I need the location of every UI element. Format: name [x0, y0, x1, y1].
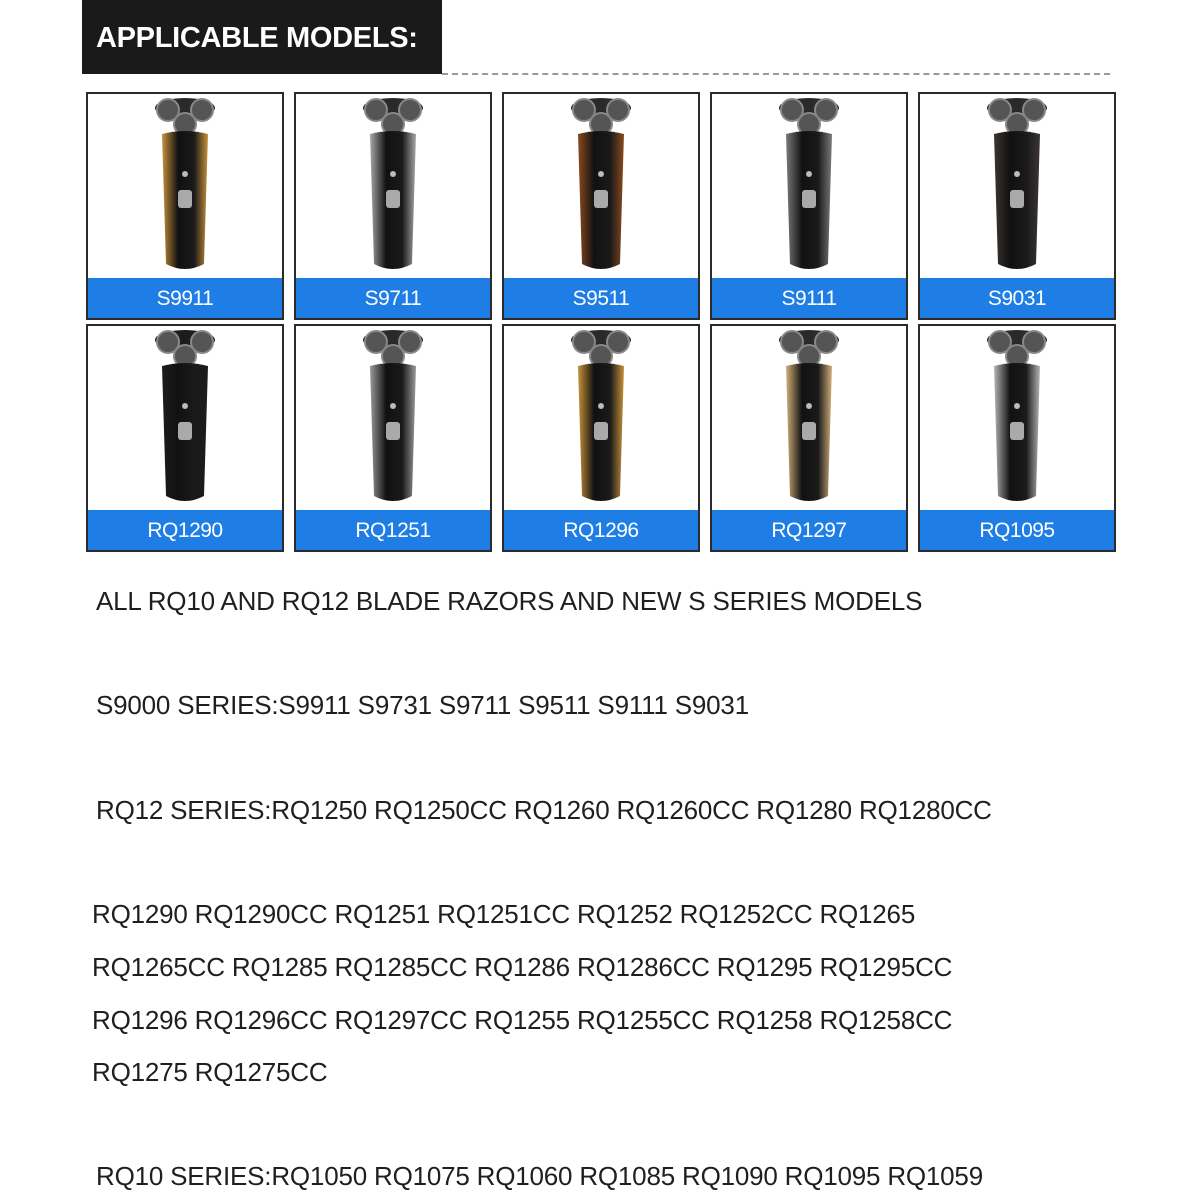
rq12-series-text-line-2: RQ1290 RQ1290CC RQ1251 RQ1251CC RQ1252 RQ1252CC RQ1265	[92, 899, 916, 929]
model-label: S9911	[88, 278, 282, 318]
model-card	[294, 324, 492, 552]
model-card	[710, 92, 908, 320]
intro-text: ALL RQ10 AND RQ12 BLADE RAZORS AND NEW S SERIES MODELS	[96, 586, 923, 616]
dashed-divider	[442, 73, 1110, 75]
model-label: RQ1251	[296, 510, 490, 550]
shaver-image	[712, 94, 906, 278]
shaver-image	[88, 94, 282, 278]
model-label: RQ1095	[920, 510, 1114, 550]
model-card	[502, 92, 700, 320]
rq12-series-text-line-4: RQ1296 RQ1296CC RQ1297CC RQ1255 RQ1255CC RQ1258 RQ1258CC	[92, 1005, 953, 1035]
shaver-image	[712, 326, 906, 510]
model-label: S9511	[504, 278, 698, 318]
rq12-series-text: RQ12 SERIES:RQ1250 RQ1250CC RQ1260 RQ1260CC RQ1280 RQ1280CC	[96, 795, 992, 825]
model-card	[710, 324, 908, 552]
shaver-image	[920, 94, 1114, 278]
model-card	[86, 324, 284, 552]
shaver-image	[296, 94, 490, 278]
model-card	[86, 92, 284, 320]
model-card	[918, 92, 1116, 320]
model-card	[502, 324, 700, 552]
section-title: APPLICABLE MODELS:	[82, 0, 442, 74]
shaver-image	[504, 326, 698, 510]
model-card	[294, 92, 492, 320]
shaver-image	[504, 94, 698, 278]
model-label: S9111	[712, 278, 906, 318]
model-label: RQ1297	[712, 510, 906, 550]
model-label: RQ1296	[504, 510, 698, 550]
rq12-series-text-line-3: RQ1265CC RQ1285 RQ1285CC RQ1286 RQ1286CC RQ1295 RQ1295CC	[92, 952, 953, 982]
model-label: S9031	[920, 278, 1114, 318]
shaver-image	[920, 326, 1114, 510]
shaver-image	[88, 326, 282, 510]
model-card	[918, 324, 1116, 552]
s9000-series-text: S9000 SERIES:S9911 S9731 S9711 S9511 S9111 S9031	[96, 690, 749, 720]
model-label: S9711	[296, 278, 490, 318]
shaver-image	[296, 326, 490, 510]
model-label: RQ1290	[88, 510, 282, 550]
rq12-series-text-line-5: RQ1275 RQ1275CC	[92, 1057, 328, 1087]
rq10-series-text: RQ10 SERIES:RQ1050 RQ1075 RQ1060 RQ1085 RQ1090 RQ1095 RQ1059	[96, 1161, 983, 1191]
